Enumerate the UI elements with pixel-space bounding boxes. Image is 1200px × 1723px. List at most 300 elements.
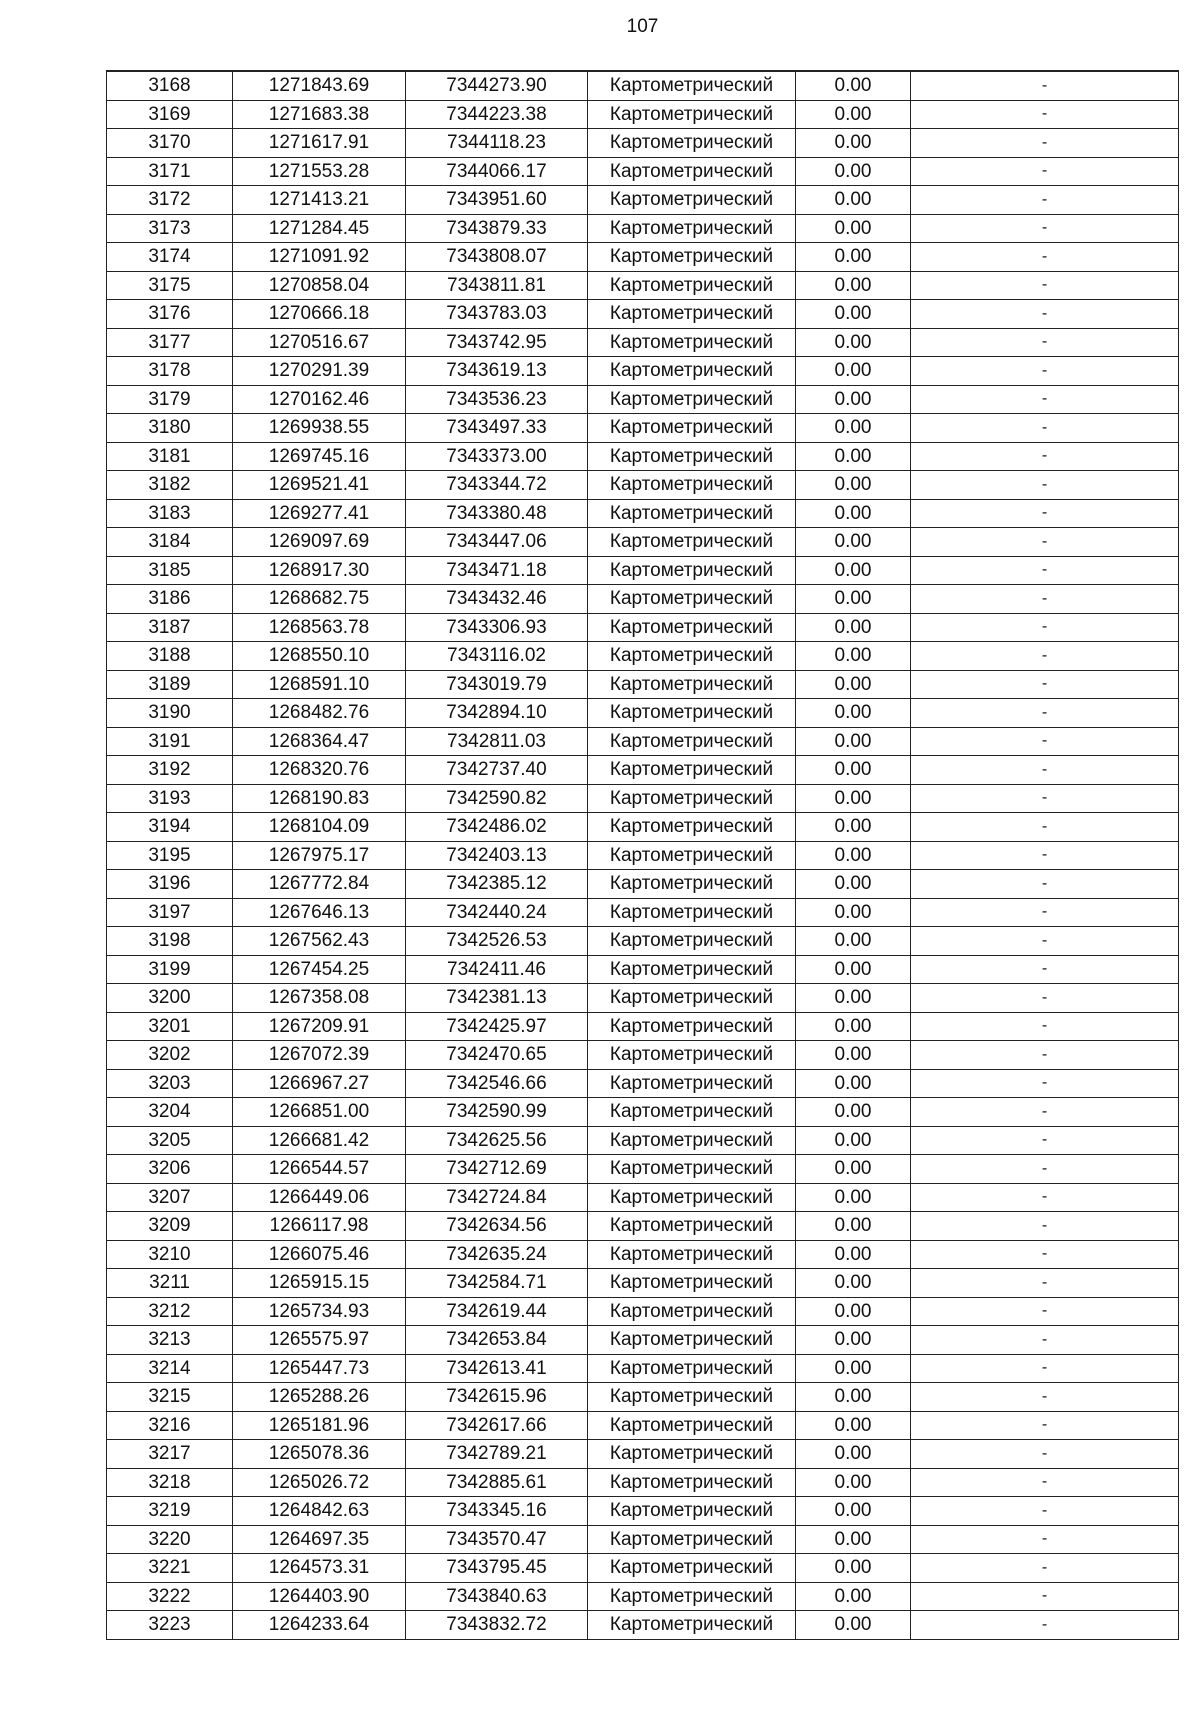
method-cell: Картометрический [588,1326,796,1355]
method-cell: Картометрический [588,1497,796,1526]
accuracy-cell: 0.00 [796,1468,911,1497]
point-number-cell: 3217 [107,1440,233,1469]
x-coordinate-cell: 1267454.25 [233,955,406,984]
table-row [107,1240,1179,1269]
y-coordinate-cell: 7343742.95 [406,328,588,357]
y-coordinate-cell: 7342590.82 [406,784,588,813]
method-cell: Картометрический [588,1041,796,1070]
point-number-cell: 3188 [107,642,233,671]
x-coordinate-cell: 1267772.84 [233,870,406,899]
y-coordinate-cell: 7344118.23 [406,129,588,158]
y-coordinate-cell: 7343808.07 [406,243,588,272]
method-cell: Картометрический [588,129,796,158]
description-cell: - [911,1383,1179,1412]
description-cell: - [911,1582,1179,1611]
accuracy-cell: 0.00 [796,243,911,272]
point-number-cell: 3212 [107,1297,233,1326]
point-number-cell: 3176 [107,300,233,329]
x-coordinate-cell: 1265915.15 [233,1269,406,1298]
point-number-cell: 3216 [107,1411,233,1440]
table-row [107,1269,1179,1298]
method-cell: Картометрический [588,642,796,671]
description-cell: - [911,841,1179,870]
description-cell: - [911,1525,1179,1554]
y-coordinate-cell: 7343471.18 [406,556,588,585]
accuracy-cell: 0.00 [796,300,911,329]
point-number-cell: 3194 [107,813,233,842]
y-coordinate-cell: 7342617.66 [406,1411,588,1440]
table-row [107,585,1179,614]
accuracy-cell: 0.00 [796,1383,911,1412]
table-row [107,471,1179,500]
method-cell: Картометрический [588,528,796,557]
method-cell: Картометрический [588,585,796,614]
x-coordinate-cell: 1269277.41 [233,499,406,528]
accuracy-cell: 0.00 [796,613,911,642]
description-cell: - [911,1611,1179,1640]
y-coordinate-cell: 7344273.90 [406,71,588,100]
table-row [107,1155,1179,1184]
description-cell: - [911,1411,1179,1440]
accuracy-cell: 0.00 [796,1440,911,1469]
description-cell: - [911,1497,1179,1526]
x-coordinate-cell: 1267072.39 [233,1041,406,1070]
y-coordinate-cell: 7342625.56 [406,1126,588,1155]
table-row [107,813,1179,842]
accuracy-cell: 0.00 [796,585,911,614]
table-row [107,442,1179,471]
point-number-cell: 3218 [107,1468,233,1497]
accuracy-cell: 0.00 [796,414,911,443]
accuracy-cell: 0.00 [796,129,911,158]
point-number-cell: 3183 [107,499,233,528]
x-coordinate-cell: 1266544.57 [233,1155,406,1184]
table-row [107,927,1179,956]
x-coordinate-cell: 1269745.16 [233,442,406,471]
method-cell: Картометрический [588,784,796,813]
description-cell: - [911,1212,1179,1241]
y-coordinate-cell: 7343432.46 [406,585,588,614]
x-coordinate-cell: 1268364.47 [233,727,406,756]
y-coordinate-cell: 7343840.63 [406,1582,588,1611]
x-coordinate-cell: 1267646.13 [233,898,406,927]
description-cell: - [911,71,1179,100]
point-number-cell: 3220 [107,1525,233,1554]
x-coordinate-cell: 1265734.93 [233,1297,406,1326]
y-coordinate-cell: 7342486.02 [406,813,588,842]
description-cell: - [911,100,1179,129]
method-cell: Картометрический [588,1554,796,1583]
table-row [107,357,1179,386]
table-row [107,1297,1179,1326]
table-row [107,1411,1179,1440]
y-coordinate-cell: 7343619.13 [406,357,588,386]
accuracy-cell: 0.00 [796,186,911,215]
x-coordinate-cell: 1264697.35 [233,1525,406,1554]
y-coordinate-cell: 7342590.99 [406,1098,588,1127]
point-number-cell: 3171 [107,157,233,186]
table-row [107,841,1179,870]
y-coordinate-cell: 7343536.23 [406,385,588,414]
y-coordinate-cell: 7342653.84 [406,1326,588,1355]
accuracy-cell: 0.00 [796,1069,911,1098]
method-cell: Картометрический [588,414,796,443]
y-coordinate-cell: 7343795.45 [406,1554,588,1583]
x-coordinate-cell: 1265288.26 [233,1383,406,1412]
point-number-cell: 3181 [107,442,233,471]
y-coordinate-cell: 7342381.13 [406,984,588,1013]
description-cell: - [911,813,1179,842]
accuracy-cell: 0.00 [796,1326,911,1355]
point-number-cell: 3200 [107,984,233,1013]
point-number-cell: 3207 [107,1183,233,1212]
y-coordinate-cell: 7342724.84 [406,1183,588,1212]
method-cell: Картометрический [588,499,796,528]
y-coordinate-cell: 7342385.12 [406,870,588,899]
y-coordinate-cell: 7342894.10 [406,699,588,728]
x-coordinate-cell: 1268482.76 [233,699,406,728]
table-row [107,756,1179,785]
accuracy-cell: 0.00 [796,813,911,842]
accuracy-cell: 0.00 [796,385,911,414]
point-number-cell: 3205 [107,1126,233,1155]
method-cell: Картометрический [588,670,796,699]
point-number-cell: 3223 [107,1611,233,1640]
accuracy-cell: 0.00 [796,984,911,1013]
x-coordinate-cell: 1267209.91 [233,1012,406,1041]
x-coordinate-cell: 1269521.41 [233,471,406,500]
y-coordinate-cell: 7343380.48 [406,499,588,528]
table-row [107,699,1179,728]
y-coordinate-cell: 7343879.33 [406,214,588,243]
description-cell: - [911,585,1179,614]
table-row [107,1468,1179,1497]
method-cell: Картометрический [588,1611,796,1640]
accuracy-cell: 0.00 [796,1554,911,1583]
method-cell: Картометрический [588,1269,796,1298]
y-coordinate-cell: 7342526.53 [406,927,588,956]
method-cell: Картометрический [588,556,796,585]
method-cell: Картометрический [588,1468,796,1497]
table-row [107,186,1179,215]
accuracy-cell: 0.00 [796,442,911,471]
description-cell: - [911,471,1179,500]
y-coordinate-cell: 7343447.06 [406,528,588,557]
point-number-cell: 3221 [107,1554,233,1583]
y-coordinate-cell: 7342546.66 [406,1069,588,1098]
method-cell: Картометрический [588,984,796,1013]
accuracy-cell: 0.00 [796,1611,911,1640]
method-cell: Картометрический [588,1411,796,1440]
table-row [107,1041,1179,1070]
y-coordinate-cell: 7344066.17 [406,157,588,186]
description-cell: - [911,670,1179,699]
description-cell: - [911,1126,1179,1155]
accuracy-cell: 0.00 [796,499,911,528]
description-cell: - [911,1098,1179,1127]
description-cell: - [911,300,1179,329]
description-cell: - [911,328,1179,357]
description-cell: - [911,357,1179,386]
description-cell: - [911,784,1179,813]
y-coordinate-cell: 7343951.60 [406,186,588,215]
accuracy-cell: 0.00 [796,214,911,243]
description-cell: - [911,385,1179,414]
method-cell: Картометрический [588,613,796,642]
point-number-cell: 3206 [107,1155,233,1184]
table-row [107,1525,1179,1554]
table-row [107,1611,1179,1640]
table-row [107,898,1179,927]
method-cell: Картометрический [588,243,796,272]
description-cell: - [911,1269,1179,1298]
accuracy-cell: 0.00 [796,1297,911,1326]
table-row [107,1183,1179,1212]
x-coordinate-cell: 1266449.06 [233,1183,406,1212]
accuracy-cell: 0.00 [796,927,911,956]
accuracy-cell: 0.00 [796,1126,911,1155]
x-coordinate-cell: 1265447.73 [233,1354,406,1383]
point-number-cell: 3192 [107,756,233,785]
accuracy-cell: 0.00 [796,1212,911,1241]
description-cell: - [911,613,1179,642]
method-cell: Картометрический [588,300,796,329]
coordinates-table [106,70,1179,1640]
table-row [107,955,1179,984]
point-number-cell: 3211 [107,1269,233,1298]
x-coordinate-cell: 1270291.39 [233,357,406,386]
y-coordinate-cell: 7342411.46 [406,955,588,984]
description-cell: - [911,243,1179,272]
table-row [107,157,1179,186]
y-coordinate-cell: 7343344.72 [406,471,588,500]
method-cell: Картометрический [588,898,796,927]
point-number-cell: 3177 [107,328,233,357]
accuracy-cell: 0.00 [796,642,911,671]
x-coordinate-cell: 1268682.75 [233,585,406,614]
point-number-cell: 3219 [107,1497,233,1526]
y-coordinate-cell: 7342584.71 [406,1269,588,1298]
point-number-cell: 3210 [107,1240,233,1269]
y-coordinate-cell: 7342615.96 [406,1383,588,1412]
table-row [107,1069,1179,1098]
point-number-cell: 3213 [107,1326,233,1355]
method-cell: Картометрический [588,357,796,386]
point-number-cell: 3198 [107,927,233,956]
x-coordinate-cell: 1266967.27 [233,1069,406,1098]
description-cell: - [911,1069,1179,1098]
accuracy-cell: 0.00 [796,556,911,585]
table-row [107,328,1179,357]
table-row [107,271,1179,300]
description-cell: - [911,727,1179,756]
x-coordinate-cell: 1269938.55 [233,414,406,443]
accuracy-cell: 0.00 [796,955,911,984]
method-cell: Картометрический [588,186,796,215]
description-cell: - [911,214,1179,243]
y-coordinate-cell: 7343783.03 [406,300,588,329]
table-row [107,1354,1179,1383]
description-cell: - [911,1554,1179,1583]
x-coordinate-cell: 1268917.30 [233,556,406,585]
point-number-cell: 3201 [107,1012,233,1041]
x-coordinate-cell: 1270516.67 [233,328,406,357]
description-cell: - [911,1354,1179,1383]
description-cell: - [911,414,1179,443]
x-coordinate-cell: 1271617.91 [233,129,406,158]
accuracy-cell: 0.00 [796,898,911,927]
accuracy-cell: 0.00 [796,1269,911,1298]
y-coordinate-cell: 7342425.97 [406,1012,588,1041]
accuracy-cell: 0.00 [796,471,911,500]
point-number-cell: 3195 [107,841,233,870]
method-cell: Картометрический [588,727,796,756]
point-number-cell: 3189 [107,670,233,699]
accuracy-cell: 0.00 [796,1497,911,1526]
y-coordinate-cell: 7343345.16 [406,1497,588,1526]
table-row [107,1497,1179,1526]
y-coordinate-cell: 7342712.69 [406,1155,588,1184]
method-cell: Картометрический [588,1069,796,1098]
table-row [107,129,1179,158]
point-number-cell: 3170 [107,129,233,158]
description-cell: - [911,927,1179,956]
method-cell: Картометрический [588,1012,796,1041]
accuracy-cell: 0.00 [796,1582,911,1611]
table-row [107,528,1179,557]
table-row [107,499,1179,528]
point-number-cell: 3199 [107,955,233,984]
description-cell: - [911,898,1179,927]
point-number-cell: 3184 [107,528,233,557]
method-cell: Картометрический [588,1383,796,1412]
point-number-cell: 3209 [107,1212,233,1241]
point-number-cell: 3197 [107,898,233,927]
y-coordinate-cell: 7342885.61 [406,1468,588,1497]
x-coordinate-cell: 1264842.63 [233,1497,406,1526]
method-cell: Картометрический [588,328,796,357]
method-cell: Картометрический [588,1212,796,1241]
table-row [107,71,1179,100]
method-cell: Картометрический [588,271,796,300]
point-number-cell: 3182 [107,471,233,500]
method-cell: Картометрический [588,1582,796,1611]
table-row [107,214,1179,243]
y-coordinate-cell: 7344223.38 [406,100,588,129]
method-cell: Картометрический [588,157,796,186]
accuracy-cell: 0.00 [796,100,911,129]
method-cell: Картометрический [588,100,796,129]
y-coordinate-cell: 7342613.41 [406,1354,588,1383]
accuracy-cell: 0.00 [796,1041,911,1070]
y-coordinate-cell: 7343019.79 [406,670,588,699]
x-coordinate-cell: 1266851.00 [233,1098,406,1127]
point-number-cell: 3215 [107,1383,233,1412]
x-coordinate-cell: 1268591.10 [233,670,406,699]
x-coordinate-cell: 1264573.31 [233,1554,406,1583]
description-cell: - [911,1155,1179,1184]
y-coordinate-cell: 7342470.65 [406,1041,588,1070]
accuracy-cell: 0.00 [796,870,911,899]
point-number-cell: 3172 [107,186,233,215]
description-cell: - [911,1440,1179,1469]
y-coordinate-cell: 7343306.93 [406,613,588,642]
point-number-cell: 3203 [107,1069,233,1098]
point-number-cell: 3169 [107,100,233,129]
table-row [107,1582,1179,1611]
x-coordinate-cell: 1268190.83 [233,784,406,813]
description-cell: - [911,870,1179,899]
point-number-cell: 3168 [107,71,233,100]
method-cell: Картометрический [588,471,796,500]
accuracy-cell: 0.00 [796,670,911,699]
method-cell: Картометрический [588,1126,796,1155]
x-coordinate-cell: 1265181.96 [233,1411,406,1440]
method-cell: Картометрический [588,1098,796,1127]
y-coordinate-cell: 7342635.24 [406,1240,588,1269]
x-coordinate-cell: 1270666.18 [233,300,406,329]
accuracy-cell: 0.00 [796,1098,911,1127]
point-number-cell: 3185 [107,556,233,585]
method-cell: Картометрический [588,699,796,728]
accuracy-cell: 0.00 [796,528,911,557]
method-cell: Картометрический [588,71,796,100]
table-row [107,100,1179,129]
description-cell: - [911,1041,1179,1070]
method-cell: Картометрический [588,1155,796,1184]
table-row [107,642,1179,671]
x-coordinate-cell: 1266117.98 [233,1212,406,1241]
description-cell: - [911,1012,1179,1041]
x-coordinate-cell: 1269097.69 [233,528,406,557]
method-cell: Картометрический [588,756,796,785]
table-row [107,1212,1179,1241]
method-cell: Картометрический [588,955,796,984]
y-coordinate-cell: 7343811.81 [406,271,588,300]
description-cell: - [911,528,1179,557]
table-row [107,870,1179,899]
table-row [107,1012,1179,1041]
table-row [107,1326,1179,1355]
table-row [107,300,1179,329]
description-cell: - [911,756,1179,785]
x-coordinate-cell: 1267975.17 [233,841,406,870]
accuracy-cell: 0.00 [796,1155,911,1184]
y-coordinate-cell: 7342634.56 [406,1212,588,1241]
method-cell: Картометрический [588,442,796,471]
description-cell: - [911,1183,1179,1212]
x-coordinate-cell: 1268550.10 [233,642,406,671]
x-coordinate-cell: 1271091.92 [233,243,406,272]
accuracy-cell: 0.00 [796,1240,911,1269]
description-cell: - [911,271,1179,300]
x-coordinate-cell: 1265026.72 [233,1468,406,1497]
x-coordinate-cell: 1271413.21 [233,186,406,215]
method-cell: Картометрический [588,1354,796,1383]
method-cell: Картометрический [588,927,796,956]
accuracy-cell: 0.00 [796,1525,911,1554]
description-cell: - [911,1326,1179,1355]
method-cell: Картометрический [588,813,796,842]
y-coordinate-cell: 7342619.44 [406,1297,588,1326]
y-coordinate-cell: 7342440.24 [406,898,588,927]
accuracy-cell: 0.00 [796,271,911,300]
coordinates-table-body [107,71,1179,1639]
x-coordinate-cell: 1265575.97 [233,1326,406,1355]
table-row [107,784,1179,813]
table-row [107,727,1179,756]
description-cell: - [911,1240,1179,1269]
